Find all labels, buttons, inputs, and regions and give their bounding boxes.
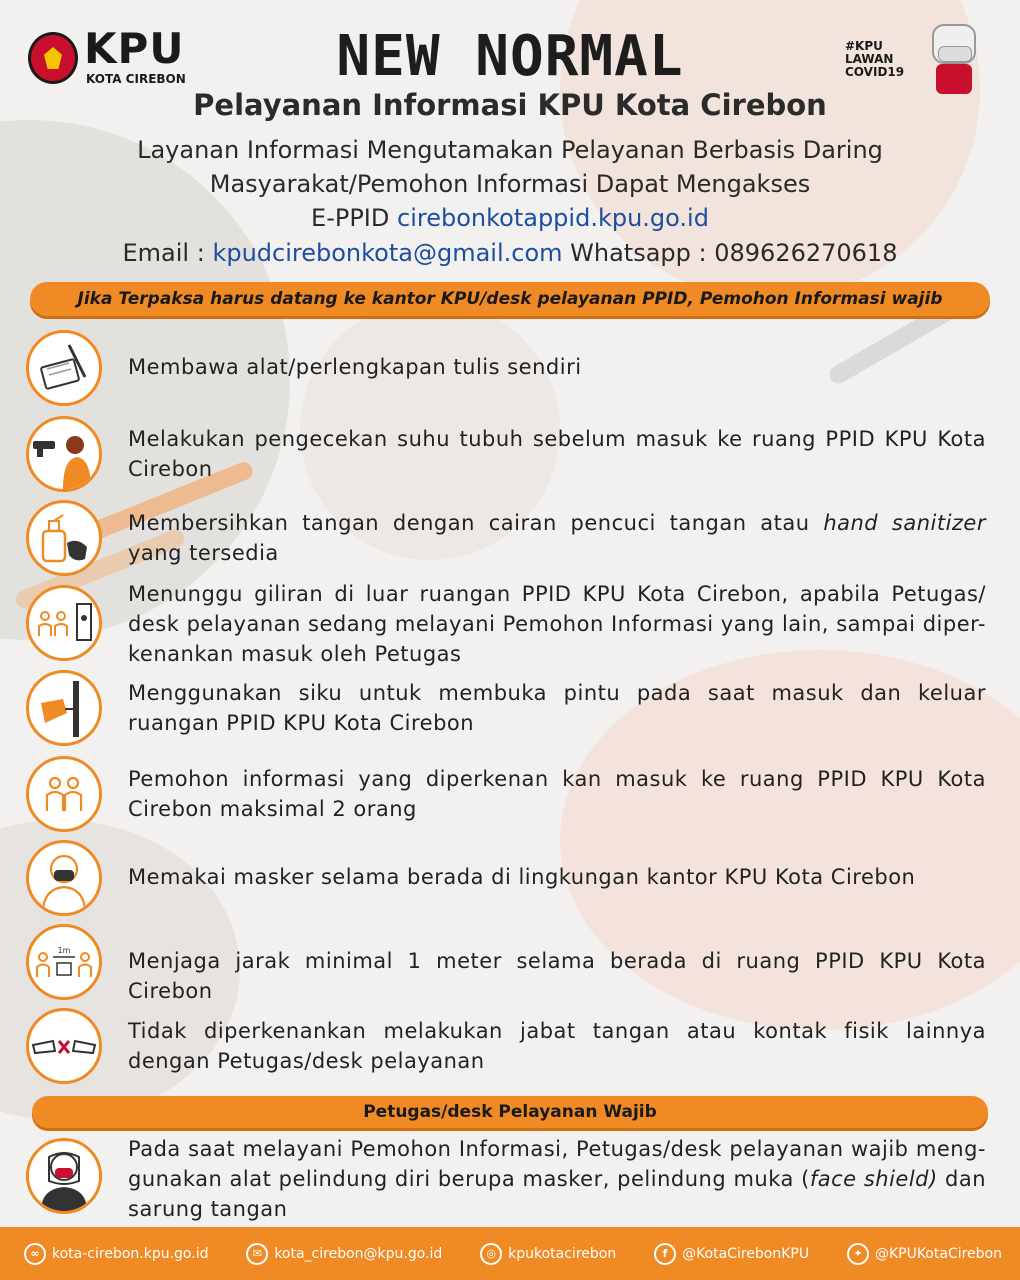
rule-text — [128, 1134, 986, 1224]
rule-text-emphasis: hand sanitizer — [823, 511, 986, 535]
email-link[interactable]: kpudcirebonkota@gmail.com — [212, 239, 563, 267]
elbow-door-icon — [26, 670, 102, 746]
waiting-queue-icon — [26, 585, 102, 661]
logo-text: KPU — [84, 24, 185, 73]
page-title: NEW NORMAL — [336, 24, 684, 89]
rule-text-part: yang tersedia — [128, 541, 279, 565]
footer-email[interactable] — [246, 1243, 442, 1265]
footer-instagram[interactable] — [480, 1243, 616, 1265]
rule-text: Menjaga jarak minimal 1 meter selama berada di ruang PPID KPU Kota Cirebon — [128, 949, 986, 1003]
thermometer-gun-icon — [26, 416, 102, 492]
rule-text-part: dan sarung tangan — [128, 1167, 986, 1221]
rule-text: Menggunakan siku untuk membuka pintu pada saat masuk dan keluar ruangan PPID KPU Kota Cirebon — [128, 681, 986, 735]
officer-banner: Petugas/desk Pelayanan Wajib — [32, 1096, 988, 1128]
footer-twitter-text: @KPUKotaCirebon — [874, 1245, 1002, 1262]
footer-website[interactable] — [24, 1243, 208, 1265]
footer-instagram-text: kpukotacirebon — [508, 1245, 617, 1262]
writing-tools-icon — [26, 330, 102, 406]
rule-text: Pemohon informasi yang diperkenan kan masuk ke ruang PPID KPU Kota Cirebon maksimal 2 orang — [128, 767, 986, 821]
requirements-banner: Jika Terpaksa harus datang ke kantor KPU/desk pelayanan PPID, Pemohon Informasi wajib — [30, 282, 990, 316]
hand-sanitizer-icon — [26, 500, 102, 576]
contact-line — [0, 239, 1020, 267]
rule-text: Membawa alat/perlengkapan tulis sendiri — [128, 355, 582, 379]
two-people-icon — [26, 756, 102, 832]
eppid-line — [0, 204, 1020, 232]
hashtag-block — [845, 40, 925, 79]
rule-text-part: Membersihkan tangan dengan cairan pencuci tangan atau — [128, 511, 824, 535]
footer-facebook-text: @KotaCirebonKPU — [682, 1245, 810, 1262]
hashtag-line: LAWAN — [845, 52, 894, 66]
face-shield-icon — [26, 1138, 102, 1214]
eppid-label: E-PPID — [311, 204, 397, 232]
info-line-1: Layanan Informasi Mengutamakan Pelayanan Berbasis Daring — [137, 136, 883, 164]
logo-subtext: KOTA CIREBON — [86, 72, 186, 86]
footer-bar — [0, 1227, 1020, 1280]
footer-email-text: kota_cirebon@kpu.go.id — [274, 1245, 443, 1262]
rule-text-emphasis: face shield) — [809, 1167, 938, 1191]
rule-text-part: Pada saat melayani Pemohon Informasi, Petugas/desk pelayanan wajib meng-gunakan alat pelindung diri berupa masker, pelindung muka ( — [128, 1137, 986, 1191]
facebook-icon: f — [654, 1243, 676, 1265]
rule-text — [128, 508, 986, 568]
footer-twitter[interactable] — [847, 1243, 1002, 1265]
email-label: Email : — [122, 239, 213, 267]
whatsapp-number: 089626270618 — [714, 239, 898, 267]
page-subtitle: Pelayanan Informasi KPU Kota Cirebon — [193, 88, 827, 122]
distance-icon — [26, 924, 102, 1000]
rule-text: Melakukan pengecekan suhu tubuh sebelum masuk ke ruang PPID KPU Kota Cirebon — [128, 427, 986, 481]
rule-text: Tidak diperkenankan melakukan jabat tangan atau kontak fisik lainnya dengan Petugas/desk pelayanan — [128, 1019, 986, 1073]
mascot-icon — [922, 24, 986, 94]
hashtag-line: #KPU — [845, 39, 883, 53]
instagram-icon: ◎ — [480, 1243, 502, 1265]
face-mask-icon — [26, 840, 102, 916]
mail-icon: ✉ — [246, 1243, 268, 1265]
svg-text:1m: 1m — [57, 946, 71, 955]
whatsapp-label: Whatsapp : — [562, 239, 715, 267]
eppid-link[interactable]: cirebonkotappid.kpu.go.id — [397, 204, 709, 232]
footer-website-text: kota-cirebon.kpu.go.id — [52, 1245, 209, 1262]
rule-text: Memakai masker selama berada di lingkungan kantor KPU Kota Cirebon — [128, 865, 916, 889]
link-icon: ∞ — [24, 1243, 46, 1265]
info-line-2: Masyarakat/Pemohon Informasi Dapat Mengakses — [209, 170, 811, 198]
footer-facebook[interactable] — [654, 1243, 809, 1265]
hashtag-line: COVID19 — [845, 65, 905, 79]
twitter-icon: ✦ — [847, 1243, 869, 1265]
rule-text: Menunggu giliran di luar ruangan PPID KPU Kota Cirebon, apabila Petugas/ desk pelayanan sedang melayani Pemohon Informasi yang lain, sampai diper-kenankan masuk oleh Petugas — [128, 582, 986, 666]
no-handshake-icon — [26, 1008, 102, 1084]
